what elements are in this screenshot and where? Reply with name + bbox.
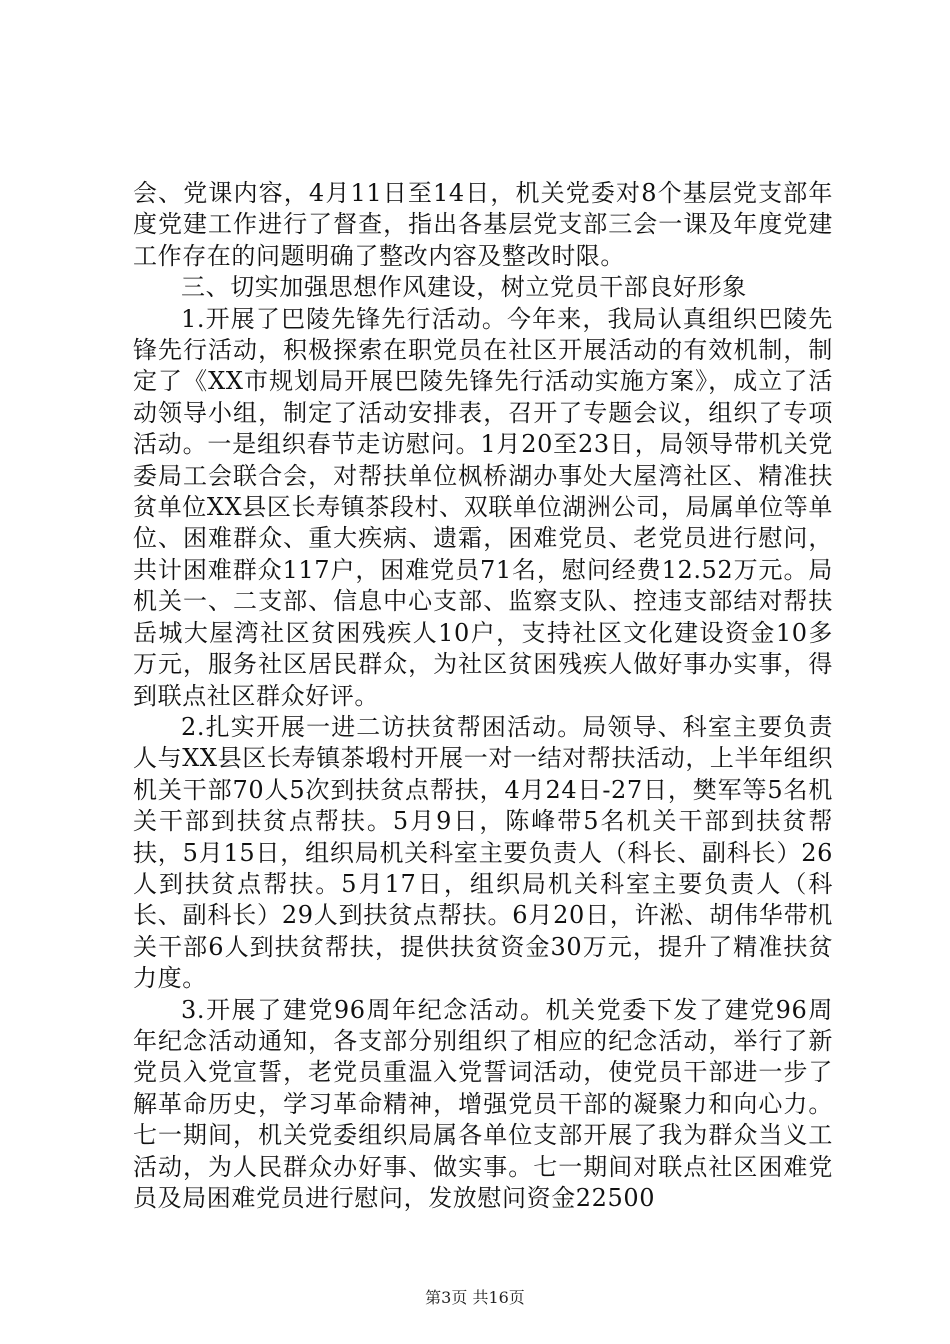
body-text xyxy=(133,178,833,1214)
paragraph-item-2: 2.扎实开展一进二访扶贫帮困活动。局领导、科室主要负责人与XX县区长寿镇茶塅村开展一对一结对帮扶活动，上半年组织机关干部70人5次到扶贫点帮扶，4月24日-27日，樊军等5名机关干部到扶贫点帮扶。5月9日，陈峰带5名机关干部到扶贫帮扶，5月15日，组织局机关科室主要负责人（科长、副科长）26人到扶贫点帮扶。5月17日，组织局机关科室主要负责人（科长、副科长）29人到扶贫点帮扶。6月20日，许淞、胡伟华带机关干部6人到扶贫帮扶，提供扶贫资金30万元，提升了精准扶贫力度。 xyxy=(133,712,833,993)
paragraph-item-1: 1.开展了巴陵先锋先行活动。今年来，我局认真组织巴陵先锋先行活动，积极探索在职党员在社区开展活动的有效机制，制定了《XX市规划局开展巴陵先锋先行活动实施方案》，成立了活动领导小组，制定了活动安排表，召开了专题会议，组织了专项活动。一是组织春节走访慰问。1月20至23日，局领导带机关党委局工会联合会，对帮扶单位枫桥湖办事处大屋湾社区、精准扶贫单位XX县区长寿镇茶段村、双联单位湖洲公司，局属单位等单位、困难群众、重大疾病、遗霜，困难党员、老党员进行慰问，共计困难群众117户，困难党员71名，慰问经费12.52万元。局机关一、二支部、信息中心支部、监察支队、控违支部结对帮扶岳城大屋湾社区贫困残疾人10户，支持社区文化建设资金10多万元，服务社区居民群众，为社区贫困残疾人做好事办实事，得到联点社区群众好评。 xyxy=(133,304,833,710)
section-heading: 三、切实加强思想作风建设，树立党员干部良好形象 xyxy=(181,273,747,302)
paragraph-continuation: 会、党课内容，4月11日至14日，机关党委对8个基层党支部年度党建工作进行了督查，指出各基层党支部三会一课及年度党建工作存在的问题明确了整改内容及整改时限。 xyxy=(133,179,833,270)
paragraph-item-3: 3.开展了建党96周年纪念活动。机关党委下发了建党96周年纪念活动通知，各支部分别组织了相应的纪念活动，举行了新党员入党宣誓，老党员重温入党誓词活动，使党员干部进一步了解革命历史，学习革命精神，增强党员干部的凝聚力和向心力。七一期间，机关党委组织局属各单位支部开展了我为群众当义工活动，为人民群众办好事、做实事。七一期间对联点社区困难党员及局困难党员进行慰问，发放慰问资金22500 xyxy=(133,995,833,1212)
page-footer: 第3页 共16页 xyxy=(425,1288,525,1307)
